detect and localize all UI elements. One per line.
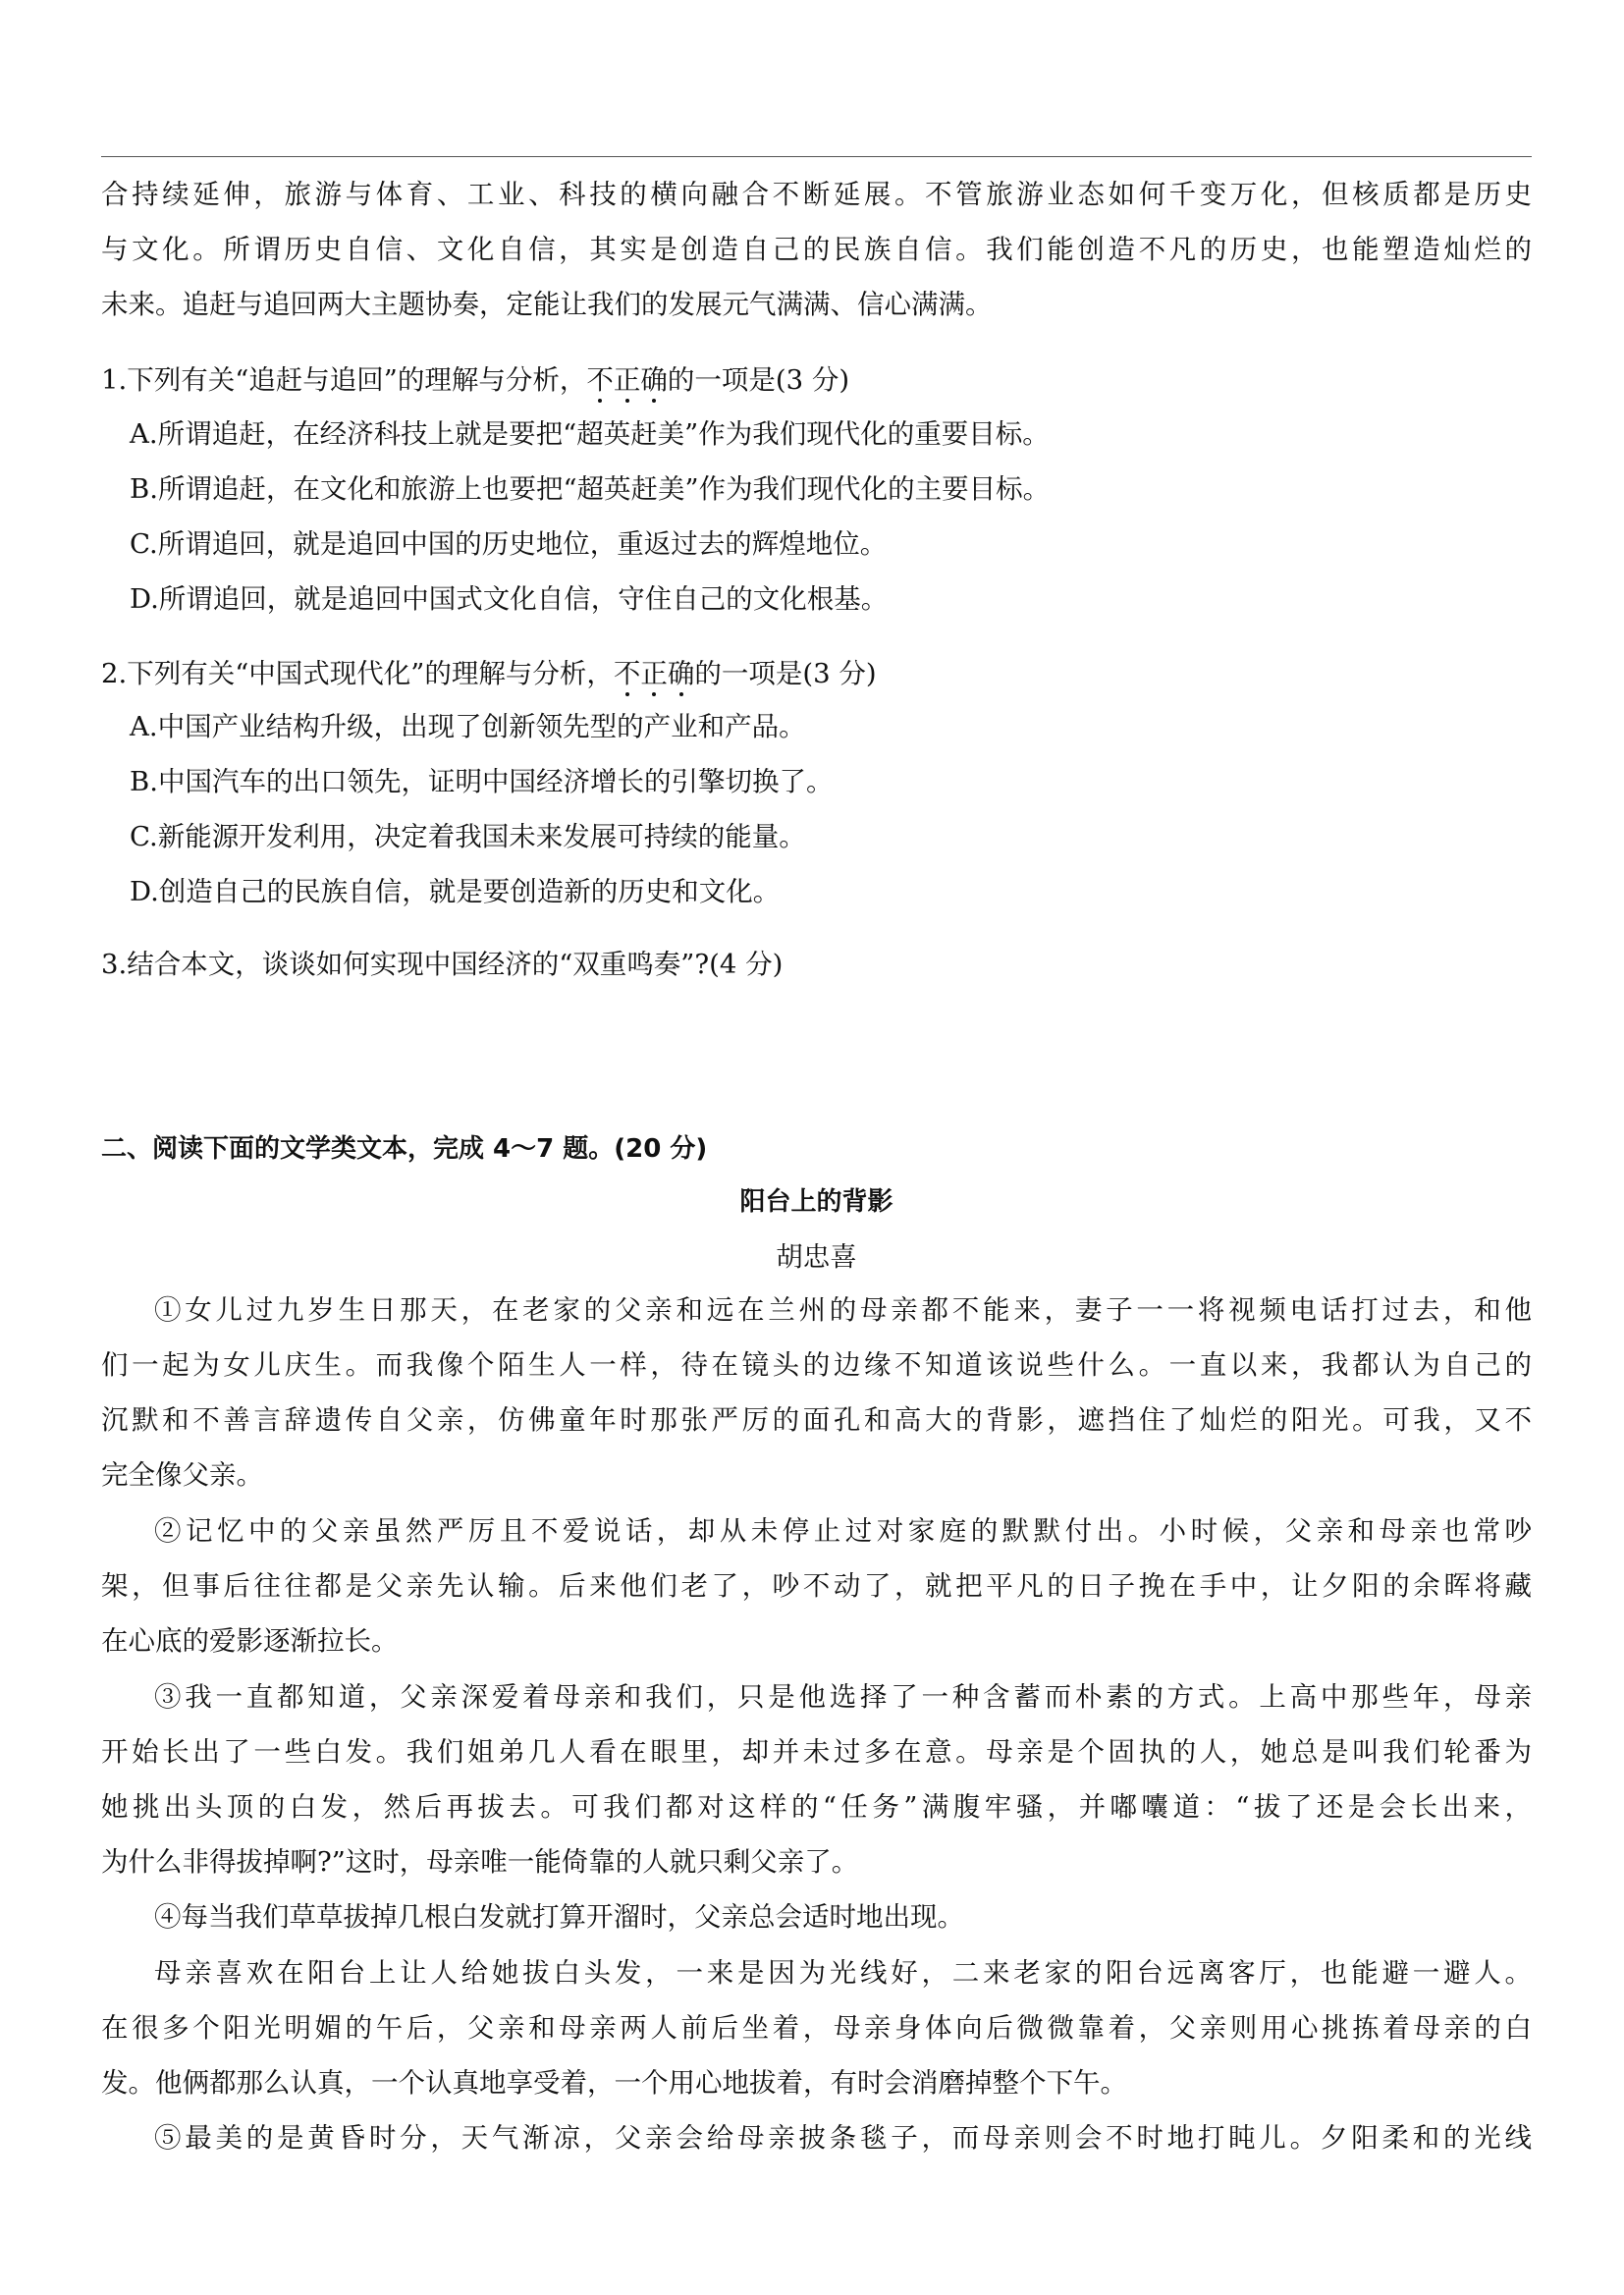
article-line: ⑤最美的是黄昏时分，天气渐凉，父亲会给母亲披条毯子，而母亲则会不时地打盹儿。夕阳柔和的光线 bbox=[154, 2122, 1532, 2154]
stem-text: 2.下列有关“中国式现代化”的理解与分析， bbox=[101, 658, 614, 689]
stem-text: 的一项是(3 分) bbox=[667, 364, 850, 396]
stem-text: 的一项是(3 分) bbox=[694, 658, 877, 689]
article-line: ②记忆中的父亲虽然严厉且不爱说话，却从未停止过对家庭的默默付出。小时候，父亲和母亲也常吵 bbox=[154, 1515, 1532, 1547]
emphasis-char: 确 bbox=[667, 658, 695, 689]
emphasis-char: 正 bbox=[613, 364, 641, 396]
article-line: 发。他俩都那么认真，一个认真地享受着，一个用心地拔着，有时会消磨掉整个下午。 bbox=[101, 2067, 1127, 2099]
article-line: 在心底的爱影逐渐拉长。 bbox=[101, 1625, 399, 1657]
option-c: C.新能源开发利用，决定着我国未来发展可持续的能量。 bbox=[130, 821, 806, 852]
emphasis-char: 确 bbox=[640, 364, 668, 396]
passage-line: 合持续延伸，旅游与体育、工业、科技的横向融合不断延展。不管旅游业态如何千变万化，但核质都是历史 bbox=[101, 179, 1532, 210]
emphasis-char: 正 bbox=[640, 658, 668, 689]
option-b: B.所谓追赶，在文化和旅游上也要把“超英赶美”作为我们现代化的主要目标。 bbox=[130, 473, 1051, 505]
emphasis-char: 不 bbox=[613, 658, 641, 689]
option-d: D.所谓追回，就是追回中国式文化自信，守住自己的文化根基。 bbox=[130, 583, 889, 615]
article-line: 她挑出头顶的白发，然后再拔去。可我们都对这样的“任务”满腹牢骚，并嘟囔道：“拔了还是会长出来， bbox=[101, 1791, 1532, 1823]
option-b: B.中国汽车的出口领先，证明中国经济增长的引擎切换了。 bbox=[130, 766, 834, 797]
question-stem bbox=[101, 362, 849, 398]
passage-line: 与文化。所谓历史自信、文化自信，其实是创造自己的民族自信。我们能创造不凡的历史，也能塑造灿烂的 bbox=[101, 234, 1532, 265]
article-line: 母亲喜欢在阳台上让人给她拔白头发，一来是因为光线好，二来老家的阳台远离客厅，也能避一避人。 bbox=[154, 1957, 1532, 1989]
question-stem bbox=[101, 656, 877, 691]
article-line: ③我一直都知道，父亲深爱着母亲和我们，只是他选择了一种含蓄而朴素的方式。上高中那些年，母亲 bbox=[154, 1681, 1532, 1713]
question-stem: 3.结合本文，谈谈如何实现中国经济的“双重鸣奏”?(4 分) bbox=[101, 949, 784, 980]
article-line: 开始长出了一些白发。我们姐弟几人看在眼里，却并未过多在意。母亲是个固执的人，她总是叫我们轮番为 bbox=[101, 1736, 1532, 1768]
option-c: C.所谓追回，就是追回中国的历史地位，重返过去的辉煌地位。 bbox=[130, 528, 888, 560]
section-heading: 二、阅读下面的文学类文本，完成 4～7 题。(20 分) bbox=[101, 1134, 708, 1164]
article-line: 为什么非得拔掉啊?”这时，母亲唯一能倚靠的人就只剩父亲了。 bbox=[101, 1846, 859, 1878]
header-rule bbox=[101, 156, 1532, 157]
article-line: ①女儿过九岁生日那天，在老家的父亲和远在兰州的母亲都不能来，妻子一一将视频电话打过去，和他 bbox=[154, 1294, 1532, 1326]
article-title: 阳台上的背影 bbox=[739, 1187, 893, 1217]
article-line: ④每当我们草草拔掉几根白发就打算开溜时，父亲总会适时地出现。 bbox=[154, 1901, 964, 1933]
article-author: 胡忠喜 bbox=[776, 1241, 857, 1273]
article-line: 沉默和不善言辞遗传自父亲，仿佛童年时那张严厉的面孔和高大的背影，遮挡住了灿烂的阳光。可我，又不 bbox=[101, 1404, 1532, 1436]
option-a: A.所谓追赶，在经济科技上就是要把“超英赶美”作为我们现代化的重要目标。 bbox=[130, 418, 1050, 450]
option-a: A.中国产业结构升级，出现了创新领先型的产业和产品。 bbox=[130, 711, 806, 742]
option-d: D.创造自己的民族自信，就是要创造新的历史和文化。 bbox=[130, 876, 781, 907]
stem-text: 1.下列有关“追赶与追回”的理解与分析， bbox=[101, 364, 587, 396]
article-line: 们一起为女儿庆生。而我像个陌生人一样，待在镜头的边缘不知道该说些什么。一直以来，我都认为自己的 bbox=[101, 1349, 1532, 1381]
emphasis-char: 不 bbox=[586, 364, 614, 396]
passage-line: 未来。追赶与追回两大主题协奏，定能让我们的发展元气满满、信心满满。 bbox=[101, 289, 993, 320]
article-line: 完全像父亲。 bbox=[101, 1459, 263, 1491]
article-line: 架，但事后往往都是父亲先认输。后来他们老了，吵不动了，就把平凡的日子挽在手中，让夕阳的余晖将藏 bbox=[101, 1570, 1532, 1602]
article-line: 在很多个阳光明媚的午后，父亲和母亲两人前后坐着，母亲身体向后微微靠着，父亲则用心挑拣着母亲的白 bbox=[101, 2012, 1532, 2044]
